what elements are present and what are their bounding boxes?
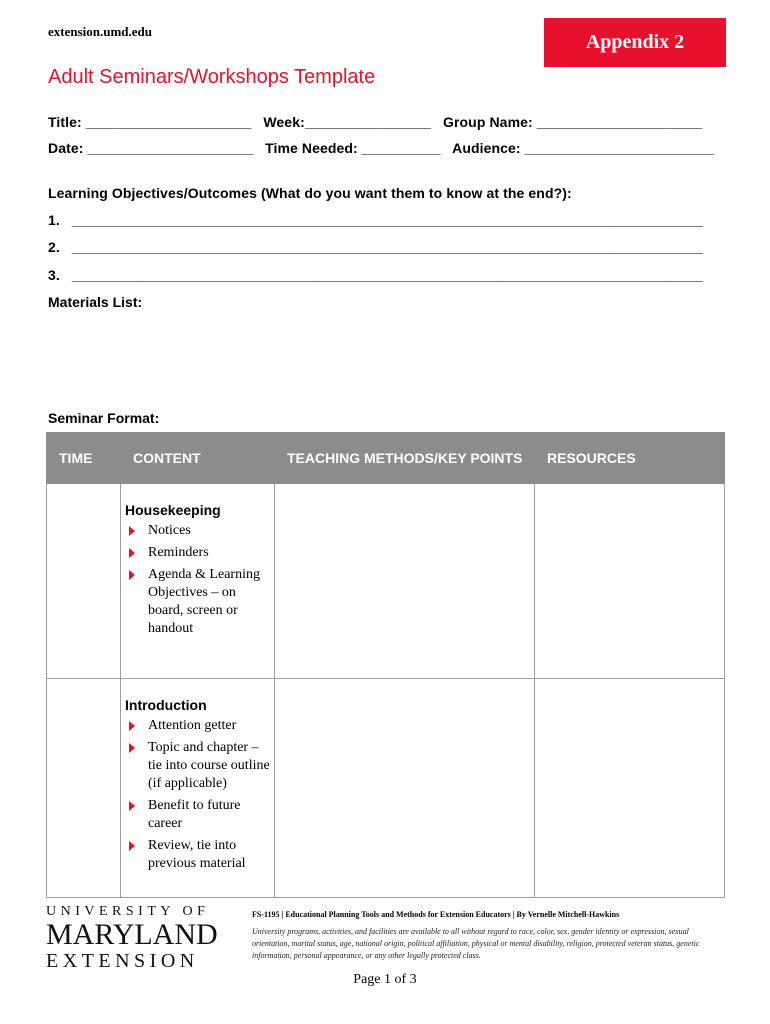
list-item: Benefit to future career xyxy=(125,797,272,833)
teaching-methods-cell[interactable] xyxy=(275,679,535,898)
section-heading: Introduction xyxy=(125,697,207,713)
header-teaching-methods: TEACHING METHODS/KEY POINTS xyxy=(275,433,535,484)
section-heading: Housekeeping xyxy=(125,502,221,518)
content-cell xyxy=(121,679,275,898)
logo-line-university: UNIVERSITY OF xyxy=(46,904,210,919)
resources-cell[interactable] xyxy=(535,484,725,679)
table-header-row xyxy=(47,433,725,484)
header-resources: RESOURCES xyxy=(535,433,725,484)
bullet-arrow-icon xyxy=(129,743,135,753)
list-item: Notices xyxy=(125,522,272,540)
list-item: Reminders xyxy=(125,544,272,562)
table-row xyxy=(47,484,725,679)
footer-nondiscrimination-note: University programs, activities, and facilities are available to all without regard to race, color, sex, gender identity or expression, sexual orientation, marital status, age, national origin, political affiliation, physical or mental disability, religion, protected veteran status, genetic information, personal appearance, or any other legally protected class. xyxy=(252,927,700,960)
form-row-title-week-group[interactable]: Title: _____________________ Week:________________ Group Name: _____________________ xyxy=(48,114,703,130)
list-item: Topic and chapter – tie into course outline (if applicable) xyxy=(125,739,272,793)
university-logo xyxy=(46,904,232,972)
table-row xyxy=(47,679,725,898)
bullet-arrow-icon xyxy=(129,841,135,851)
bullet-arrow-icon xyxy=(129,570,135,580)
time-cell[interactable] xyxy=(47,679,121,898)
objective-3-field[interactable]: 3. ________________________________________________________________________________ xyxy=(48,267,703,283)
seminar-format-label: Seminar Format: xyxy=(48,410,160,426)
header-content: CONTENT xyxy=(121,433,275,484)
logo-line-maryland: MARYLAND xyxy=(46,918,218,951)
site-url: extension.umd.edu xyxy=(48,24,153,39)
appendix-badge: Appendix 2 xyxy=(544,18,726,67)
teaching-methods-cell[interactable] xyxy=(275,484,535,679)
bullet-arrow-icon xyxy=(129,526,135,536)
objective-1-field[interactable]: 1. ________________________________________________________________________________ xyxy=(48,212,703,228)
header-time: TIME xyxy=(47,433,121,484)
resources-cell[interactable] xyxy=(535,679,725,898)
list-item: Agenda & Learning Objectives – on board, screen or handout xyxy=(125,566,272,638)
materials-list-label: Materials List: xyxy=(48,294,143,310)
content-cell xyxy=(121,484,275,679)
page-title: Adult Seminars/Workshops Template xyxy=(48,66,376,88)
page-number: Page 1 of 3 xyxy=(353,972,417,987)
list-item: Attention getter xyxy=(125,717,272,735)
list-item: Review, tie into previous material xyxy=(125,837,272,873)
bullet-arrow-icon xyxy=(129,721,135,731)
logo-line-extension: EXTENSION xyxy=(46,950,199,972)
objectives-heading: Learning Objectives/Outcomes (What do you want them to know at the end?): xyxy=(48,185,572,201)
seminar-format-table xyxy=(46,432,725,898)
form-row-date-time-audience[interactable]: Date: _____________________ Time Needed: __________ Audience: ________________________ xyxy=(48,140,714,156)
bullet-arrow-icon xyxy=(129,548,135,558)
footer-reference: FS-1195 | Educational Planning Tools and Methods for Extension Educators | By Vernelle Mitchell-Hawkins xyxy=(252,910,620,919)
time-cell[interactable] xyxy=(47,484,121,679)
bullet-arrow-icon xyxy=(129,801,135,811)
objective-2-field[interactable]: 2. ________________________________________________________________________________ xyxy=(48,239,703,255)
